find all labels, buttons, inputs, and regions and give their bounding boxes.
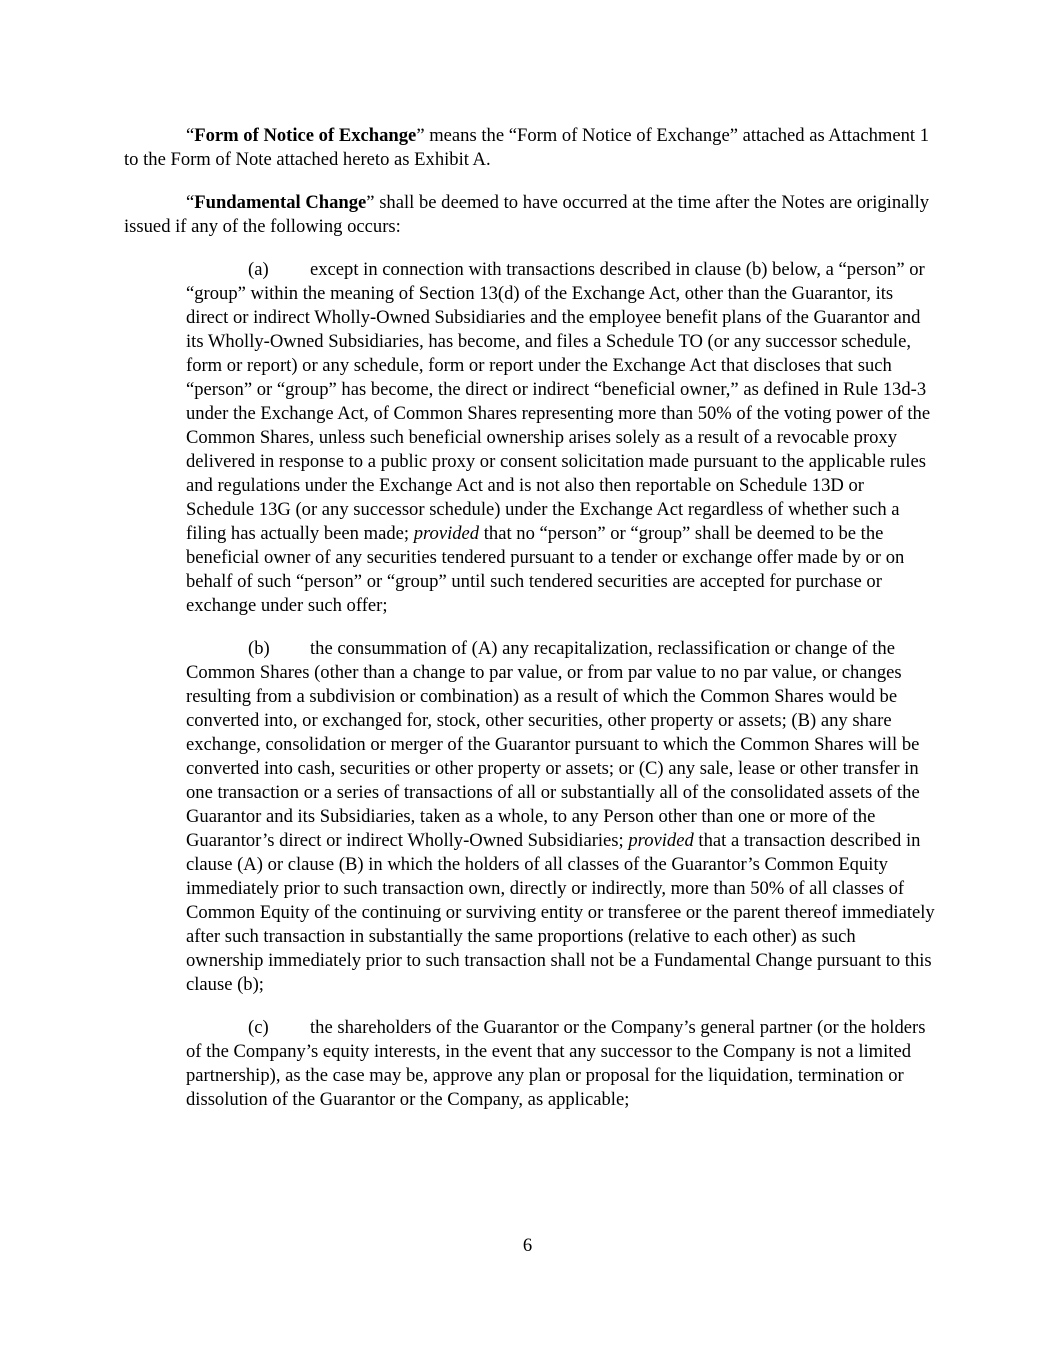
clause-c bbox=[186, 1016, 936, 1112]
clause-text-continued: that no “person” or “group” shall be deemed to be the beneficial owner of any securities tendered pursuant to a tender or exchange offer made by or on behalf of such “person” or “group” until such tendered securities are accepted for purchase or exchange under such offer; bbox=[186, 523, 905, 616]
clause-emphasis: provided bbox=[628, 830, 694, 851]
open-quote: “ bbox=[186, 125, 195, 146]
definition-body: ” shall be deemed to have occurred at the time after the Notes are originally issued if any of the following occurs: bbox=[124, 192, 930, 237]
clause-label: (a) bbox=[248, 259, 269, 280]
definition-fundamental-change bbox=[124, 191, 936, 239]
definition-body: ” means the “Form of Notice of Exchange” attached as Attachment 1 to the Form of Note attached hereto as Exhibit A. bbox=[124, 125, 929, 170]
open-quote: “ bbox=[186, 192, 195, 213]
clause-text: except in connection with transactions described in clause (b) below, a “person” or “group” within the meaning of Section 13(d) of the Exchange Act, other than the Guarantor, its direct or indirect Wholly-Owned Subsidiaries and the employee benefit plans of the Guarantor and its Wholly-Owned Subsidiaries, has become, and files a Schedule TO (or any successor schedule, form or report) or any schedule, form or report under the Exchange Act that discloses that such “person” or “group” has become, the direct or indirect “beneficial owner,” as defined in Rule 13d-3 under the Exchange Act, of Common Shares representing more than 50% of the voting power of the Common Shares, unless such beneficial ownership arises solely as a result of a revocable proxy delivered in response to a public proxy or consent solicitation made pursuant to the applicable rules and regulations under the Exchange Act and is not also then reportable on Schedule 13D or Schedule 13G (or any successor schedule) under the Exchange Act regardless of whether such a filing has actually been made; bbox=[186, 259, 931, 544]
clause-label: (c) bbox=[248, 1017, 269, 1038]
clause-text: the consummation of (A) any recapitalization, reclassification or change of the Common Shares (other than a change to par value, or from par value to no par value, or changes resulting from a subdivision or combination) as a result of which the Common Shares would be converted into, or exchanged for, stock, other securities, other property or assets; (B) any share exchange, consolidation or merger of the Guarantor pursuant to which the Common Shares will be converted into cash, securities or other property or assets; or (C) any sale, lease or other transfer in one transaction or a series of transactions of all or substantially all of the consolidated assets of the Guarantor and its Subsidiaries, taken as a whole, to any Person other than one or more of the Guarantor’s direct or indirect Wholly-Owned Subsidiaries; bbox=[186, 638, 920, 851]
defined-term: Form of Notice of Exchange bbox=[194, 125, 417, 146]
clause-emphasis: provided bbox=[413, 523, 480, 544]
clause-a bbox=[186, 258, 936, 618]
clause-label: (b) bbox=[248, 638, 270, 659]
clause-text-continued: that a transaction described in clause (A) or clause (B) in which the holders of all classes of the Guarantor’s Common Equity immediately prior to such transaction own, directly or indirectly, more than 50% of all classes of Common Equity of the continuing or surviving entity or transferee or the parent thereof immediately after such transaction in substantially the same proportions (relative to each other) as such ownership immediately prior to such transaction shall not be a Fundamental Change pursuant to this clause (b); bbox=[186, 830, 935, 995]
clause-text: the shareholders of the Guarantor or the Company’s general partner (or the holders of the Company’s equity interests, in the event that any successor to the Company is not a limited partnership), as the case may be, approve any plan or proposal for the liquidation, termination or dissolution of the Guarantor or the Company, as applicable; bbox=[186, 1017, 926, 1110]
document-page bbox=[124, 124, 936, 1131]
defined-term: Fundamental Change bbox=[194, 192, 367, 213]
page-number: 6 bbox=[522, 1235, 533, 1256]
definition-form-of-notice-of-exchange bbox=[124, 124, 936, 172]
clause-b bbox=[186, 637, 936, 997]
